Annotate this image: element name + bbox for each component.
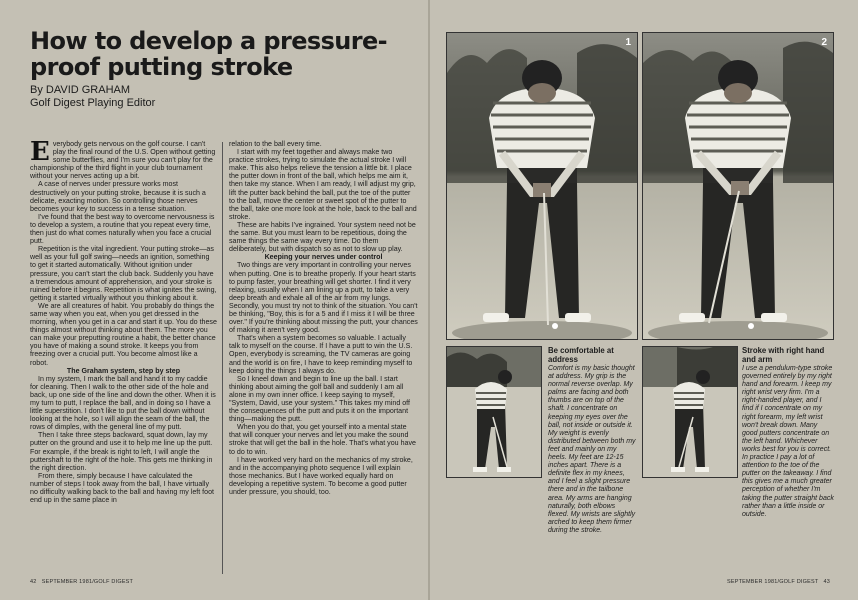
golfer-stroke-photo [642,32,834,340]
golfer-photo-image [643,347,737,477]
footer-right [727,579,830,585]
paragraph: These are habits I've ingrained. Your system need not be the same. But you must learn to be repetitious, doing the same things the same way every time. Do them deliberately, but with dispatch so as not to slow up play. [229,220,416,254]
caption-text: Comfort is my basic thought at address. My grip is the normal reverse overlap. My palms are facing and both thumbs are on top of the shaft. I concentrate on keeping my eyes over the ball, not inside or outside it. My weight is evenly distributed between both my feet and mainly on my heels. My feet are 12-15 inches apart. There is a definite flex in my knees, and I feel a slight pressure there and in the tailbone area. My arms are hanging naturally, both elbows flexed. My wrists are slightly arched to keep them firmer during the stroke. [548,365,636,534]
golfer-photo-image [643,33,833,339]
section-subhead: The Graham system, step by step [66,366,181,375]
caption-text: I use a pendulum-type stroke governed entirely by my right hand and forearm. I keep my right wrist very firm. I'm a right-handed player, and I find if I concentrate on my right forearm, my left wrist won't break down. Many good putters concentrate on the left hand. Whichever works best for you is correct. In practice I pay a lot of attention to the toe of the putter on the takeaway. I find this gives me a much greater perception of whether I'm taking the putter straight back rather than a little inside or outside. [742,365,834,518]
caption-address [548,346,636,535]
golfer-photo-image [447,33,637,339]
paragraph: I've found that the best way to overcome nervousness is to develop a system, a routine that you repeat every time, then just do what comes naturally when you face a crucial putt. [30,212,215,246]
golfer-address-photo [446,32,638,340]
paragraph: relation to the ball every time. [229,140,322,148]
page-number: 43 [823,579,830,585]
paragraph: We are all creatures of habit. You probably do things the same way when you eat, when you get dressed in the morning, when you get in a car and start it up. You do these things almost without thinking about them. The more you can make your preputting routine a habit, the better chance you have of making a sound stroke. It keeps you from freezing over a crucial putt. You become almost like a robot. [30,301,217,367]
golfer-small-photo-right [642,346,738,478]
paragraph: When you do that, you get yourself into a mental state that will conquer your nerves and let you make the sound stroke that will get the ball in the hole. That's what you have to do to win. [229,423,416,456]
byline [30,84,155,110]
caption-title: Stroke with right hand and arm [742,346,825,364]
column-rule [222,142,223,574]
text-column-1 [30,140,217,574]
golfer-small-photo-left [446,346,542,478]
paragraph: I start with my feet together and always make two practice strokes, trying to simulate the actual stroke I will make. This also helps relieve the tension a little bit. I place the putter down in front of the ball, which helps me aim it, then take my stance. When I am ready, I will adjust my grip, lift the putter back behind the ball, put the toe of the putter to the ball, move the center or sweet spot of the putter to the ball, take one more look at the hole, back to the ball and stroke. [229,148,417,221]
paragraph: Two things are very important in controlling your nerves when putting. One is to breathe properly. If your heart starts to pump faster, your breathing will get shorter. I find it very relaxing, usually when I am lining up a putt, to take a very deep breath and exhale all of the air from my lungs. Secondly, you must try not to think of the situation. You can't be thinking, "Boy, this is for a 5 and if I miss it I will be three over." If you're thinking about missing the putt, your chances of making it aren't very good. [229,261,418,335]
paragraph: In my system, I mark the ball and hand it to my caddie for cleaning. Then I walk to the other side of the hole and back, up one side of the line and down the other. When it is my turn to putt, I replace the ball, and in doing so I have a little superstition. I don't like to put the ball down without looking at the hole, so I will align the seam of the ball, the rows of dimples, with the general line of my putt. [30,374,216,432]
drop-cap: E [30,140,50,167]
photo-number: 2 [821,37,827,48]
footer-issue: SEPTEMBER 1981/GOLF DIGEST [726,579,819,585]
caption-stroke [742,346,834,519]
paragraph: Then I take three steps backward, squat down, lay my putter on the ground and use it to help me line up the putt. For example, if the break is right to left, I will angle the puttershaft to the right of the hole. This gets me thinking in the right direction. [30,431,213,472]
paragraph: So I kneel down and begin to line up the ball. I start thinking about aiming the golf ball and suddenly I am all alone in my own inner office. I keep saying to myself, "System, David, use your system." This takes my mind off the consequences of the putt and puts it on the important thing—making the putt. [229,374,410,424]
paragraph: That's when a system becomes so valuable. I actually talk to myself on the course. If I have a putt to win the U.S. Open, everybody is screaming, the TV cameras are going and the world is on fire, I have to keep reminding myself to keep doing the things I always do. [229,334,413,375]
caption-title: Be comfortable at address [548,346,614,364]
paragraph: A case of nerves under pressure works most destructively on your putting stroke, because it is such a delicate, exacting motion. So controlling those nerves becomes your key to success in a tense situation. [30,180,206,213]
text-column-2 [229,140,418,574]
article-title: How to develop a pressure-proof putting stroke [30,27,388,81]
byline-author: By DAVID GRAHAM [30,84,131,96]
section-subhead: Keeping your nerves under control [264,253,383,262]
paragraph: From there, simply because I have calculated the number of steps I took away from the ball, I have virtually no difficulty walking back to the ball and having my left foot end up in the same place in [30,471,215,505]
paragraph: Repetition is the vital ingredient. Your putting stroke—as well as your full golf swing—needs an ignition, something to get it started automatically. Without ignition under pressure, you can't start the club back. Suddenly you have a tremendous amount of apprehension, and your stroke is ruined before it begins. Repetition is what ignites the swing, getting it started virtually without you thinking about it. [30,245,217,302]
page-number: 42 [30,579,37,585]
gutter [428,0,430,600]
paragraph: Everybody gets nervous on the golf course. I can't play the final round of the U.S. Open without getting some butterflies, and I'm sure you can't play for the championship of the third flight in your club tournament without your nerves acting up a bit. [30,140,216,181]
byline-role: Golf Digest Playing Editor [30,97,156,109]
footer-left [30,579,133,585]
photo-number: 1 [625,37,631,48]
footer-issue: SEPTEMBER 1981/GOLF DIGEST [41,579,134,585]
golfer-photo-image [447,347,541,477]
paragraph: I have worked very hard on the mechanics of my stroke, and in the accompanying photo sequence I will explain those mechanics. But I have worked equally hard on developing a repetitive system. To become a good putter under pressure, you should, too. [229,455,413,497]
